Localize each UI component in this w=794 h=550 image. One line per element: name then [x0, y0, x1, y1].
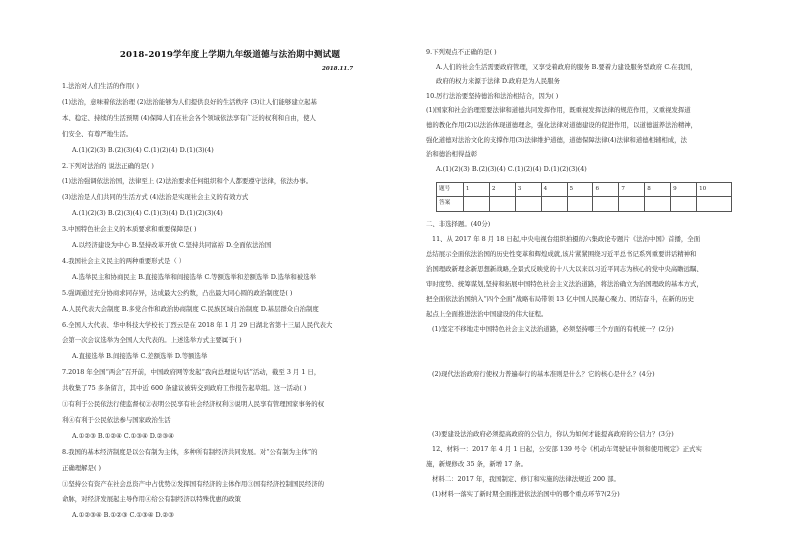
text-line: 12、材料一：2017 年 4 月 1 日起，公安部 139 号令《机动车驾驶证申领和使用规定》正式实 — [432, 445, 702, 453]
answer-table-number: 8 — [645, 183, 671, 197]
answer-cell[interactable] — [567, 197, 593, 211]
text-line: (1)国家和社会治理需要法律和道德共同发挥作用，既重视发挥法律的规范作用，又重视发挥道 — [426, 106, 691, 115]
text-line: (1)坚定不移地走中国特色社会主义法治道路，必须坚持哪三个方面的有机统一？(2分) — [432, 325, 674, 333]
text-line: A.(1)(2)(3) B.(2)(3)(4) C.(1)(3)(4) D.(1)(2)(3)(4) — [72, 209, 223, 218]
text-line: A.①②③④ B.①②③ C.①③④ D.②③ — [72, 511, 174, 520]
answer-table-number: 5 — [567, 183, 593, 197]
text-line: 审时度势、统筹谋划,坚持和拓展中国特色社会主义法治道路，将法治确立为治国理政的基本方式， — [426, 280, 703, 288]
text-line: 11、从 2017 年 8 月 18 日起,中央电视台组织拍摄的六集政论专题片《法治中国》首播，全面 — [432, 235, 701, 243]
answer-table-number: 9 — [671, 183, 697, 197]
answer-cell[interactable] — [463, 197, 489, 211]
text-line: 1.法治对人们生活的作用( ) — [62, 82, 140, 90]
text-line: 6.全国人大代表、华中科技大学校长丁烈云是在 2018 年 1 月 29 日湖北省第十三届人民代表大 — [62, 320, 333, 329]
page-title: 2018-2019学年度上学期九年级道德与法治期中测试题 — [119, 50, 341, 60]
text-line: 利④有利于公民依法参与国家政治生活 — [62, 415, 171, 424]
answer-table-number: 3 — [515, 183, 541, 197]
text-line: (1)法治强调依法治国，法律至上 (2)法治要求任何组织和个人都要遵守法律，依法办事。 — [62, 177, 313, 186]
text-line: 共收集了75 多条留言，其中近 600 条建议被转交到政府工作报告起草组。这一活动( ) — [62, 384, 307, 393]
answer-table-number: 4 — [541, 183, 567, 197]
answer-cell[interactable] — [593, 197, 619, 211]
text-line: (1)法治，意味着依法治理 (2)法治能够为人们提供良好的生活秩序 (3)让人们能够建立起基 — [62, 97, 317, 106]
text-line: 正确理解是( ) — [62, 463, 101, 472]
text-line: ①有利于公民依法行使监督权②表明公民享有社会经济权利③说明人民享有管理国家事务的权 — [62, 400, 325, 408]
text-line: A.①②③ B.①②④ C.①③④ D.②③④ — [72, 431, 174, 440]
text-line: 2.下列对法治的 说法正确的是( ) — [62, 161, 154, 170]
answer-table-number: 7 — [619, 183, 645, 197]
text-line: (2)现代法治政府行使权力普遍奉行的基本准则是什么？它的核心是什么？(4分) — [432, 370, 655, 378]
answer-table-number-row — [437, 183, 732, 197]
text-line: 治国理政新理念新思想新战略,全景式反映党的十八大以来以习近平同志为核心的党中央高瞻远瞩、 — [426, 265, 703, 273]
text-line: 强化道德对法治文化的支撑作用(3)法律维护道德，道德保障法律(4)法律和道德相辅相成，法 — [426, 135, 687, 144]
text-line: 材料二：2017 年，我国制定、修订和实施的法律法规近 200 部。 — [432, 475, 620, 483]
answer-table-number: 1 — [463, 183, 489, 197]
text-line: 二、非选择题。(40分) — [426, 220, 491, 228]
text-line: 8.我国的基本经济制度是以公有制为主体，多种所有制经济共同发展。对“公有制为主体”的 — [62, 447, 318, 456]
answer-cell[interactable] — [671, 197, 697, 211]
text-line: 10.厉行法治要坚持德治和法治相结合，因为( ) — [426, 91, 559, 100]
answer-table-number: 10 — [697, 183, 732, 197]
text-line: 们安全、有尊严地生活。 — [62, 129, 133, 138]
answer-cell[interactable] — [619, 197, 645, 211]
text-line: ①坚持公有资产在社会总资产中占优势②发挥国有经济的主体作用③国有经济控制国民经济的 — [62, 479, 325, 488]
text-line: 治和德治相得益彰 — [426, 150, 478, 159]
text-line: 会第一次会议选举为全国人大代表的。上述选举方式主要属于( ) — [62, 336, 242, 345]
text-line: 起点上全面推进法治中国建设的伟大征程。 — [426, 310, 548, 318]
text-line: 3.中国特色社会主义的本质要求和重要保障是( ) — [62, 225, 197, 234]
answer-table-row2-label: 答案 — [437, 197, 464, 211]
text-line: A.以经济建设为中心 B.坚持改革开放 C.坚持共同富裕 D.全面依法治国 — [72, 241, 272, 249]
text-line: 4.我国社会主义民主的两种重要形式是（ ） — [62, 256, 186, 265]
text-line: 把全面依法治国纳入“四个全面”战略布局带领 13 亿中国人民凝心聚力、团结奋斗，在新的历史 — [426, 295, 694, 303]
answer-cell[interactable] — [541, 197, 567, 211]
answer-cell[interactable] — [489, 197, 515, 211]
text-line: 政府的权力来源于法律 D.政府是为人民服务 — [436, 77, 560, 86]
text-line: 5.强调通过充分协商求同存异，达成最大公约数，凸出最大同心圆的政治制度是( ) — [62, 288, 293, 297]
text-line: 9.下列观点不正确的是( ) — [426, 48, 497, 56]
answer-cell[interactable] — [697, 197, 732, 211]
text-line: A.直接选举 B.间接选举 C.差额选举 D.等额选举 — [72, 352, 208, 361]
exam-date: 2018.11.7 — [322, 66, 354, 72]
answer-table — [436, 182, 732, 212]
text-line: A.人们的社会生活需要政府管理，又享受着政府的服务 B.要着力建设服务型政府 C.在我国， — [436, 62, 697, 71]
answer-table-answer-row — [437, 197, 732, 211]
text-line: (3)要建设法治政府必须提高政府的公信力，你认为如何才能提高政府的公信力？(3分) — [432, 430, 674, 438]
text-line: 本、稳定、持续的生活预期 (4)保障人们在社会各个领域依法享有广泛的权利和自由，使人 — [62, 113, 316, 122]
answer-cell[interactable] — [645, 197, 671, 211]
text-line: 总结展示全面依法治国的历史性变革和辉煌成就,该片紧紧围绕习近平总书记系列重要讲话精神和 — [426, 250, 697, 258]
text-line: 命脉，对经济发展起主导作用④给公有制经济以特殊优惠的政策 — [62, 495, 241, 504]
text-line: 德的教化作用(2)以法治体现道德理念，强化法律对道德建设的促进作用，以道德滋养法治精神， — [426, 121, 698, 129]
text-line: 施，新规修改 35 条，新增 17 条。 — [426, 460, 528, 468]
text-line: (1)材料一落实了新时期全面推进依法治国中的哪个重点环节?(2分) — [432, 490, 620, 498]
answer-table-number: 2 — [489, 183, 515, 197]
text-line: 7.2018 年全国“两会”召开前，中国政府网等发起“我向总理说句话”活动，截至 3 月 1 日， — [62, 368, 321, 377]
text-line: (3)法治是人们共同的生活方式 (4)法治是实现社会主义的有效方式 — [62, 193, 249, 202]
answer-table-row1-label: 题号 — [437, 183, 464, 197]
text-line: A.(1)(2)(3) B.(2)(3)(4) C.(1)(2)(4) D.(1)(2)(3)(4) — [436, 164, 587, 173]
answer-cell[interactable] — [515, 197, 541, 211]
answer-table-number: 6 — [593, 183, 619, 197]
text-line: A.选举民主和协商民主 B.直接选举和间接选举 C.等额选举和差额选举 D.选举和被选举 — [72, 272, 316, 281]
text-line: A.(1)(2)(3) B.(2)(3)(4) C.(1)(2)(4) D.(1)(3)(4) — [72, 145, 214, 154]
text-line: A.人民代表大会制度 B.多党合作和政治协商制度 C.民族区域自治制度 D.基层群众自治制度 — [62, 304, 319, 313]
